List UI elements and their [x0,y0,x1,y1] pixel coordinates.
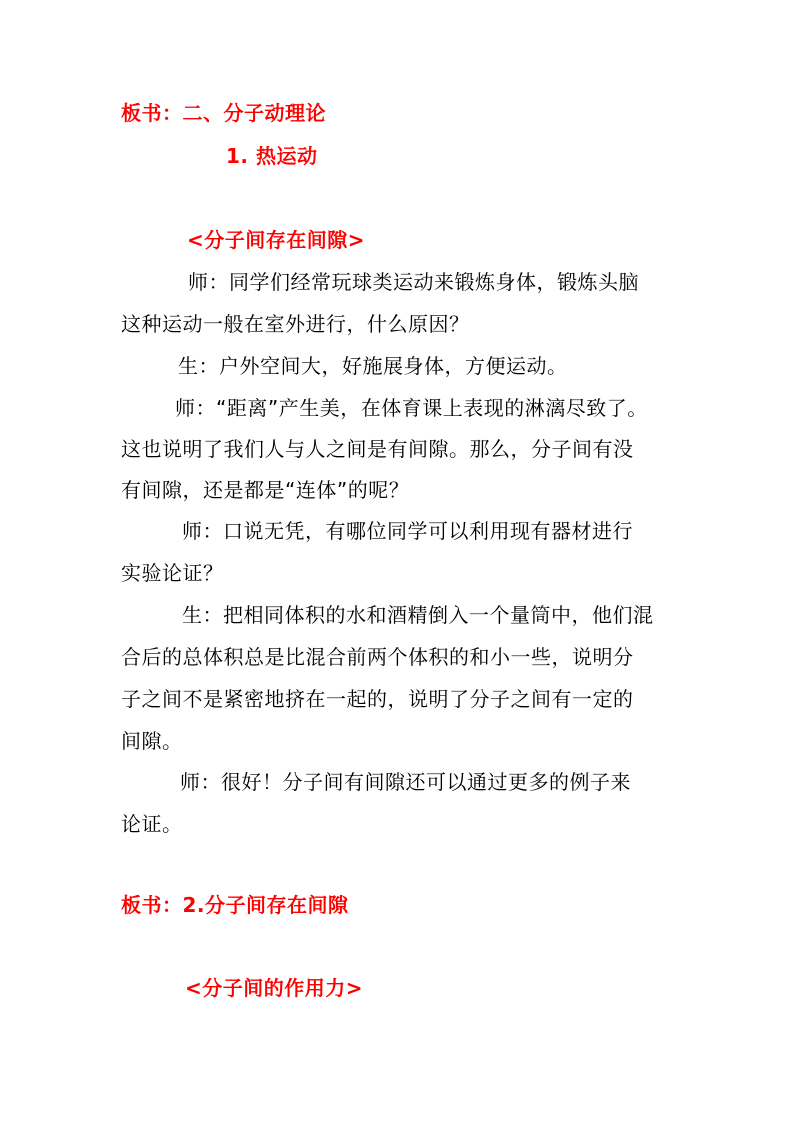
board-title: 板书：二、分子动理论 [121,101,326,125]
dialogue-line: 师：同学们经常玩球类运动来锻炼身体，锻炼头脑 [188,270,639,294]
dialogue-line: 实验论证？ [121,561,224,585]
dialogue-line: 生：把相同体积的水和酒精倒入一个量筒中，他们混 [182,603,654,627]
dialogue-line: 间隙。 [121,729,183,753]
sub-heading-thermal-motion: 1. 热运动 [226,144,318,168]
section-title-molecular-force: <分子间的作用力> [185,976,364,1000]
dialogue-line: 合后的总体积总是比混合前两个体积的和小一些，说明分 [121,645,634,669]
dialogue-line: 这种运动一般在室外进行，什么原因？ [121,312,470,336]
dialogue-line: 师：很好！分子间有间隙还可以通过更多的例子来 [180,770,631,794]
dialogue-line: 论证。 [121,812,183,836]
dialogue-line: 子之间不是紧密地挤在一起的，说明了分子之间有一定的 [121,687,634,711]
board-title-2: 板书：2.分子间存在间隙 [121,893,349,917]
dialogue-line: 师：口说无凭，有哪位同学可以利用现有器材进行 [182,519,633,543]
dialogue-line: 生：户外空间大，好施展身体，方便运动。 [178,354,568,378]
dialogue-line: 师：“距离”产生美，在体育课上表现的淋漓尽致了。 [175,396,648,420]
dialogue-line: 这也说明了我们人与人之间是有间隙。那么，分子间有没 [121,437,634,461]
dialogue-line: 有间隙，还是都是“连体”的呢？ [121,478,410,502]
section-title-molecular-gap: <分子间存在间隙> [187,228,366,252]
